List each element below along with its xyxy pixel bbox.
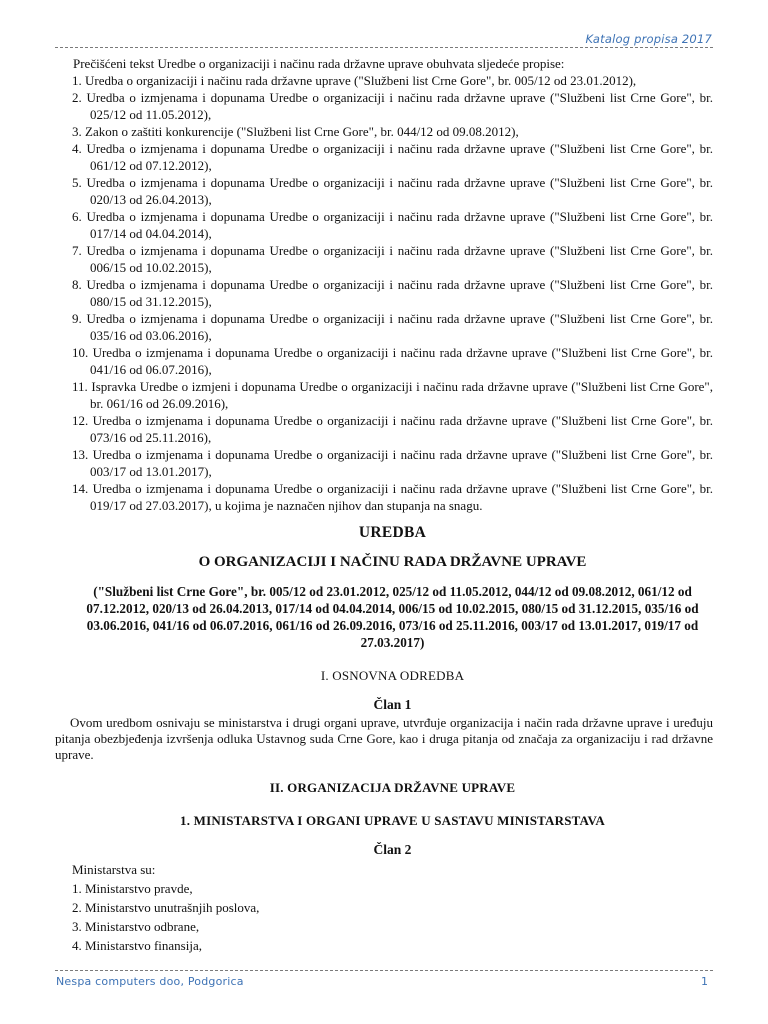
ministry-item: 1. Ministarstvo pravde,	[72, 881, 193, 897]
document-subtitle: O ORGANIZACIJI I NAČINU RADA DRŽAVNE UPRAVE	[198, 554, 587, 571]
amendment-list	[72, 72, 713, 514]
section-heading-1: I. OSNOVNA ODREDBA	[320, 668, 465, 684]
intro-text: Prečišćeni tekst Uredbe o organizaciji i načinu rada državne uprave obuhvata sljedeće propise:	[73, 56, 565, 71]
amendment-item: 1. Uredba o organizaciji i načinu rada državne uprave ("Službeni list Crne Gore", br. 005/12 od 23.01.2012),	[72, 73, 637, 89]
header-title: Katalog propisa 2017	[585, 32, 712, 46]
document-title: UREDBA	[358, 524, 427, 542]
amendment-item: 13. Uredba o izmjenama i dopunama Uredbe o organizaciji i načinu rada državne uprave ("Službeni list Crne Gore", br. 003/17 od 13.01.2017),	[72, 447, 713, 480]
footer-divider	[55, 970, 713, 971]
section-heading-2: II. ORGANIZACIJA DRŽAVNE UPRAVE	[269, 780, 516, 796]
amendment-item: 14. Uredba o izmjenama i dopunama Uredbe o organizaciji i načinu rada državne uprave ("Službeni list Crne Gore", br. 019/17 od 27.03.2017), u kojima je naznačen njihov dan stupanja na snagu.	[72, 481, 713, 514]
ministry-item: 2. Ministarstvo unutrašnjih poslova,	[72, 900, 260, 916]
article-1-text: Ovom uredbom osnivaju se ministarstva i drugi organi uprave, utvrđuje organizacija i način rada državne uprave i uređuju pitanja obezbjeđenja izvršenja odluka Ustavnog suda Crne Gore, kao i druga pitanja od značaja za organizaciju i rad državne uprave.	[55, 715, 713, 763]
amendment-item: 10. Uredba o izmjenama i dopunama Uredbe o organizaciji i načinu rada državne uprave ("Službeni list Crne Gore", br. 041/16 od 06.07.2016),	[72, 345, 713, 378]
amendment-item: 11. Ispravka Uredbe o izmjeni i dopunama Uredbe o organizaciji i načinu rada državne uprave ("Službeni list Crne Gore", br. 061/16 od 26.09.2016),	[72, 379, 713, 412]
article-heading-1: Član 1	[373, 697, 412, 713]
ministry-item: 4. Ministarstvo finansija,	[72, 938, 202, 954]
amendment-item: 3. Zakon o zaštiti konkurencije ("Službeni list Crne Gore", br. 044/12 od 09.08.2012),	[72, 124, 519, 140]
page-number: 1	[701, 975, 708, 988]
amendment-item: 8. Uredba o izmjenama i dopunama Uredbe o organizaciji i načinu rada državne uprave ("Službeni list Crne Gore", br. 080/15 od 31.12.2015),	[72, 277, 713, 310]
amendment-item: 2. Uredba o izmjenama i dopunama Uredbe o organizaciji i načinu rada državne uprave ("Službeni list Crne Gore", br. 025/12 od 11.05.2012),	[72, 90, 713, 123]
article-heading-2: Član 2	[373, 842, 412, 858]
amendment-item: 12. Uredba o izmjenama i dopunama Uredbe o organizaciji i načinu rada državne uprave ("Službeni list Crne Gore", br. 073/16 od 25.11.2016),	[72, 413, 713, 446]
amendment-item: 4. Uredba o izmjenama i dopunama Uredbe o organizaciji i načinu rada državne uprave ("Službeni list Crne Gore", br. 061/12 od 07.12.2012),	[72, 141, 713, 174]
amendment-item: 5. Uredba o izmjenama i dopunama Uredbe o organizaciji i načinu rada državne uprave ("Službeni list Crne Gore", br. 020/13 od 26.04.2013),	[72, 175, 713, 208]
amendment-item: 9. Uredba o izmjenama i dopunama Uredbe o organizaciji i načinu rada državne uprave ("Službeni list Crne Gore", br. 035/16 od 03.06.2016),	[72, 311, 713, 344]
ministry-item: 3. Ministarstvo odbrane,	[72, 919, 200, 935]
amendment-item: 7. Uredba o izmjenama i dopunama Uredbe o organizaciji i načinu rada državne uprave ("Službeni list Crne Gore", br. 006/15 od 10.02.2015),	[72, 243, 713, 276]
footer-company: Nespa computers doo, Podgorica	[56, 975, 244, 988]
ministries-lead: Ministarstva su:	[72, 862, 156, 878]
gazette-references: ("Službeni list Crne Gore", br. 005/12 od 23.01.2012, 025/12 od 11.05.2012, 044/12 od 09.08.2012, 061/12 od 07.12.2012, 020/13 od 26.04.2013, 017/14 od 04.04.2014, 006/15 od 10.02.2015, 080/15 od 31.12.2015, 035/16 od 03.06.2016, 041/16 od 06.07.2016, 061/16 od 26.09.2016, 073/16 od 25.11.2016, 003/17 od 13.01.2017, 019/17 od 27.03.2017)	[86, 584, 699, 651]
amendment-item: 6. Uredba o izmjenama i dopunama Uredbe o organizaciji i načinu rada državne uprave ("Službeni list Crne Gore", br. 017/14 od 04.04.2014),	[72, 209, 713, 242]
subsection-heading: 1. MINISTARSTVA I ORGANI UPRAVE U SASTAVU MINISTARSTAVA	[180, 813, 605, 829]
header-divider	[55, 47, 713, 48]
document-body	[55, 55, 713, 955]
